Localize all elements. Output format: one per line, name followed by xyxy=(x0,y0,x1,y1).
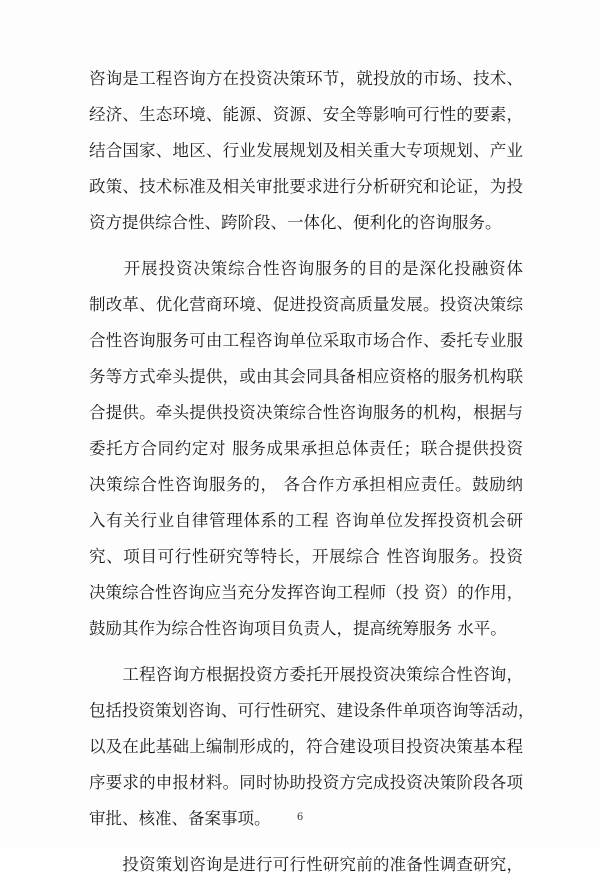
text-line: 合性咨询服务可由工程咨询单位采取市场合作、委托专业服 xyxy=(89,331,523,350)
paragraph-1 xyxy=(89,61,523,241)
paragraph-4 xyxy=(89,847,523,883)
text-line: 工程咨询方根据投资方委托开展投资决策综合性咨询， xyxy=(89,665,523,684)
text-line: 序要求的申报材料。同时协助投资方完成投资决策阶段各项 xyxy=(89,773,523,792)
text-line: 投资策划咨询是进行可行性研究前的准备性调查研究， xyxy=(89,855,523,874)
text-line: 决策综合性咨询应当充分发挥咨询工程师（投 资）的作用， xyxy=(89,583,524,602)
paragraph-3 xyxy=(89,657,535,837)
text-line: 委托方合同约定对 服务成果承担总体责任；联合提供投资 xyxy=(89,439,523,458)
text-line: 以及在此基础上编制形成的，符合建设项目投资决策基本程 xyxy=(89,737,523,756)
page-number: 6 xyxy=(296,812,304,823)
text-line: 决策综合性咨询服务的， 各合作方承担相应责任。鼓励纳 xyxy=(89,475,523,494)
text-line: 经济、生态环境、能源、资源、安全等影响可行性的要素， xyxy=(89,105,523,124)
text-line: 开展投资决策综合性咨询服务的目的是深化投融资体 xyxy=(89,259,523,278)
paragraph-2 xyxy=(89,251,523,647)
text-line: 包括投资策划咨询、可行性研究、建设条件单项咨询等活动， xyxy=(89,701,535,720)
text-line: 咨询是工程咨询方在投资决策环节，就投放的市场、技术、 xyxy=(89,69,523,88)
text-line: 结合国家、地区、行业发展规划及相关重大专项规划、产业 xyxy=(89,141,523,160)
text-line: 资方提供综合性、跨阶段、一体化、便利化的咨询服务。 xyxy=(89,213,502,232)
text-line: 合提供。牵头提供投资决策综合性咨询服务的机构，根据与 xyxy=(89,403,523,422)
text-line: 究、项目可行性研究等特长，开展综合 性咨询服务。投资 xyxy=(89,547,523,566)
text-line: 入有关行业自律管理体系的工程 咨询单位发挥投资机会研 xyxy=(89,511,523,530)
text-line: 制改革、优化营商环境、促进投资高质量发展。投资决策综 xyxy=(89,295,523,314)
text-line: 审批、核准、备案事项。 xyxy=(89,809,271,828)
body-text xyxy=(89,61,535,893)
text-line: 务等方式牵头提供，或由其会同具备相应资格的服务机构联 xyxy=(89,367,523,386)
text-line: 鼓励其作为综合性咨询项目负责人，提高统筹服务 水平。 xyxy=(89,619,507,638)
text-line: 政策、技术标准及相关审批要求进行分析研究和论证，为投 xyxy=(89,177,523,196)
